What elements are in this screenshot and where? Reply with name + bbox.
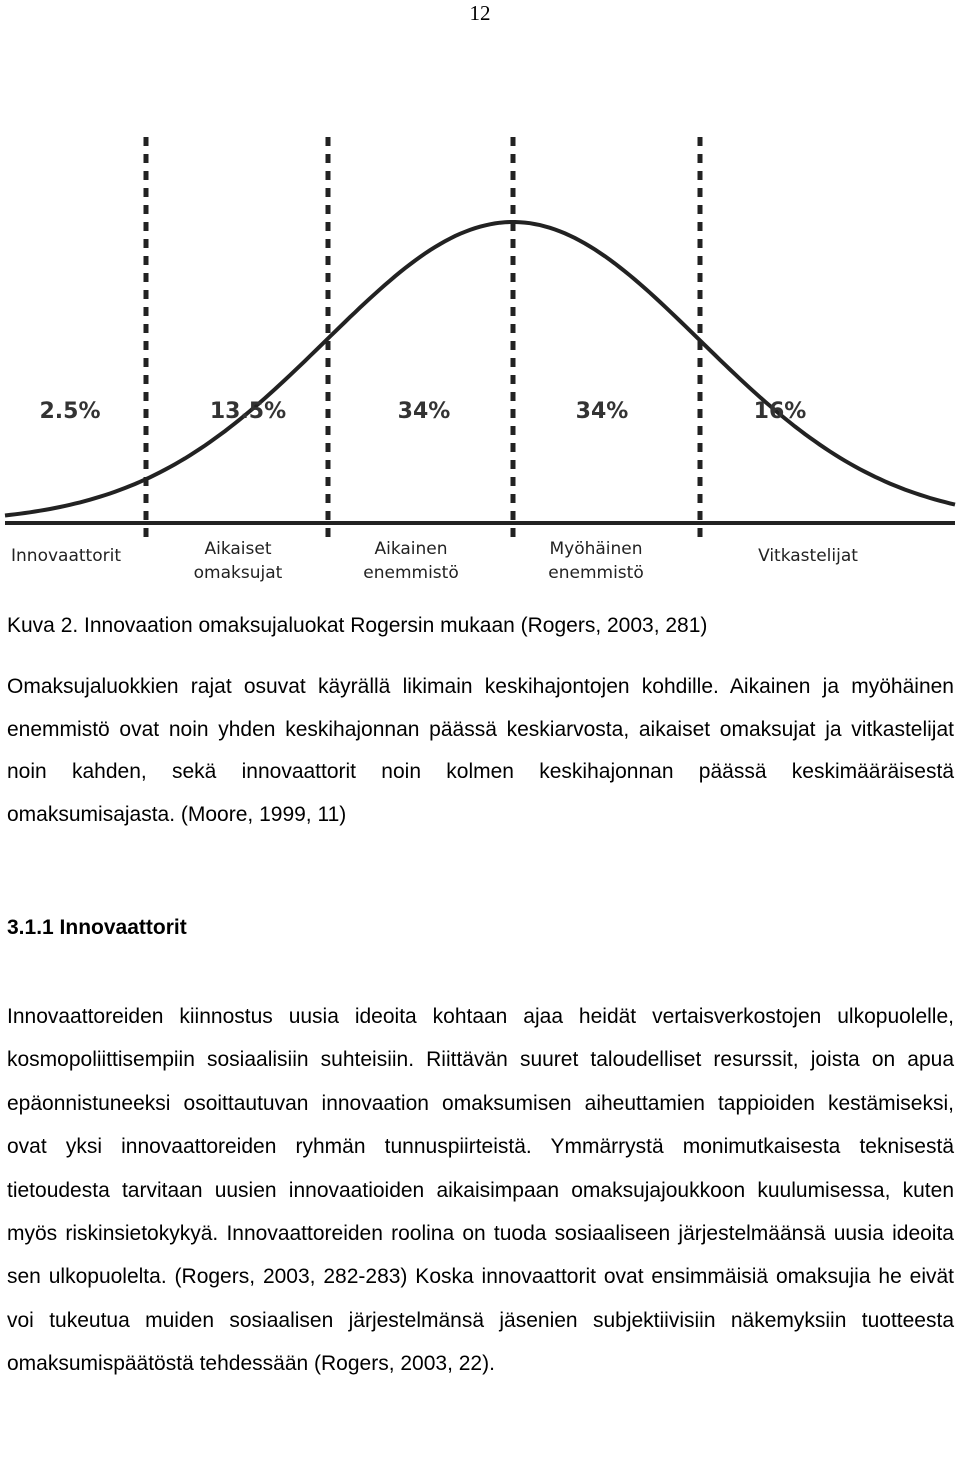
category-label-2-line-1: Aikaiset: [204, 539, 272, 559]
section-heading: 3.1.1 Innovaattorit: [7, 916, 187, 939]
page-number: 12: [469, 1, 491, 25]
category-label-5-line-1: Vitkastelijat: [758, 546, 858, 566]
percentage-label-5: 16%: [753, 399, 807, 424]
adopter-categories-figure: [0, 85, 960, 595]
category-label-4-line-2: enemmistö: [548, 563, 644, 583]
figure-caption: Kuva 2. Innovaation omaksujaluokat Rogersin mukaan (Rogers, 2003, 281): [7, 614, 708, 637]
paragraph-2: Innovaattoreiden kiinnostus uusia ideoita kohtaan ajaa heidät vertaisverkostojen ulkopuolelle, kosmopoliittisempiin sosiaalisiin suhteisiin. Riittävän suuret taloudelliset resurssit, joista on apua epäonnistuneeksi osoittautuvan innovaation omaksumisen aiheuttamien tappioiden kestämiseksi, ovat yksi innovaattoreiden ryhmän tunnuspiirteistä. Ymmärrystä monimutkaisesta teknisestä tietoudesta tarvitaan uusien innovaatioiden aikaisimpaan omaksujajoukkoon kuulumisessa, kuten myös riskinsietokykyä. Innovaattoreiden roolina on tuoda sosiaaliseen järjestelmäänsä uusia ideoita sen ulkopuolelta. (Rogers, 2003, 282-283) Koska innovaattorit ovat ensimmäisiä omaksujia he eivät voi tukeutua muiden sosiaalisen järjestelmänsä jäsenien subjektiivisiin näkemyksiin tuotteesta omaksumispäätöstä tehdessään (Rogers, 2003, 22).: [7, 1005, 954, 1376]
category-label-3-line-1: Aikainen: [374, 539, 448, 559]
percentage-label-2: 13.5%: [209, 399, 287, 424]
paragraph-1: Omaksujaluokkien rajat osuvat käyrällä likimain keskihajontojen kohdille. Aikainen ja myöhäinen enemmistö ovat noin yhden keskihajonnan päässä keskiarvosta, aikaiset omaksujat ja vitkastelijat noin kahden, sekä innovaattorit noin kolmen keskihajonnan päässä keskimääräisestä omaksumisajasta. (Moore, 1999, 11): [7, 675, 954, 826]
category-label-4-line-1: Myöhäinen: [549, 539, 643, 559]
bell-curve: [5, 222, 955, 516]
category-label-2-line-2: omaksujat: [193, 563, 283, 583]
percentage-label-1: 2.5%: [39, 399, 101, 424]
category-label-1-line-1: Innovaattorit: [11, 546, 121, 566]
category-label-3-line-2: enemmistö: [363, 563, 459, 583]
percentage-label-4: 34%: [575, 399, 629, 424]
percentage-label-3: 34%: [397, 399, 451, 424]
